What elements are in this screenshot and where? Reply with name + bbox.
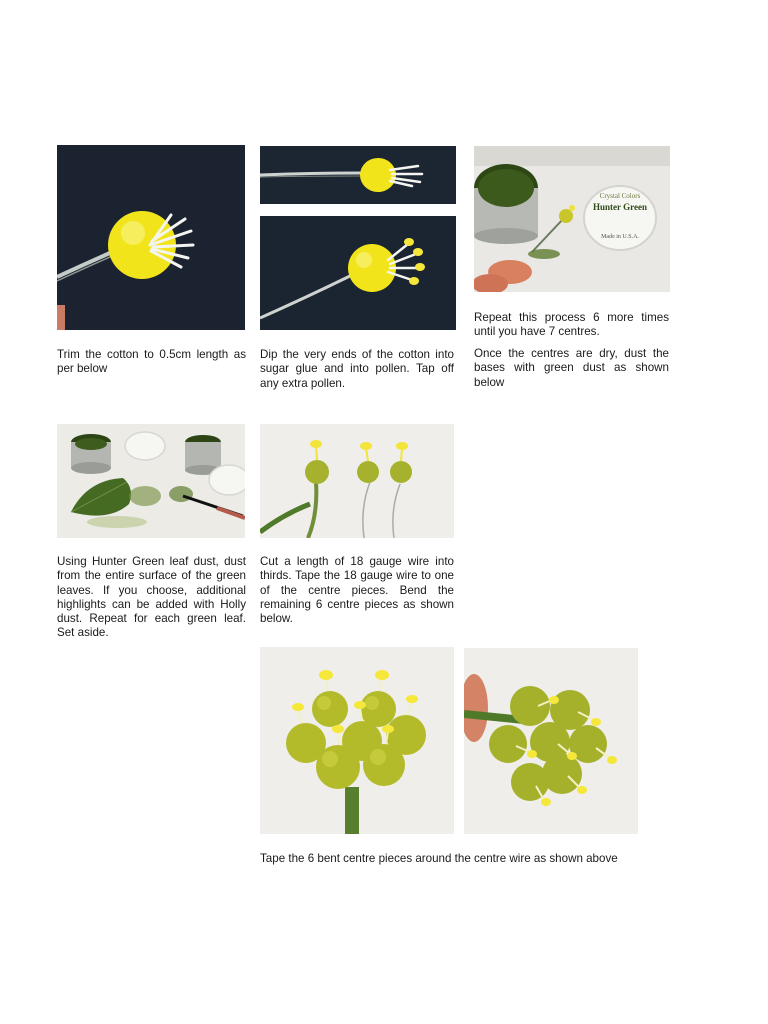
jar-origin-label: Made in U.S.A. bbox=[601, 234, 639, 240]
caption-step5: Cut a length of 18 gauge wire into thirds. Tape the 18 gauge wire to one of the centre pieces. Bend the remaining 6 centre pieces as shown below. bbox=[260, 555, 454, 626]
caption-step4: Using Hunter Green leaf dust, dust from the entire surface of the green leaves. If you choose, additional highlights can be added with Holly dust. Repeat for each green leaf. Set aside. bbox=[57, 555, 246, 640]
jar-brand-label: Crystal Colors bbox=[599, 192, 641, 200]
caption-step3b: Once the centres are dry, dust the bases with green dust as shown below bbox=[474, 347, 669, 389]
photo-trimmed-cotton bbox=[57, 145, 245, 330]
caption-step2: Dip the very ends of the cotton into sugar glue and into pollen. Tap off any extra pollen. bbox=[260, 348, 454, 390]
photo-centres-on-wire bbox=[260, 424, 454, 538]
photo-green-dust-jar bbox=[474, 146, 670, 292]
photo-pollen-tips bbox=[260, 216, 456, 330]
photo-dusting-leaves bbox=[57, 424, 245, 538]
photo-cluster-top bbox=[464, 648, 638, 834]
caption-step6: Tape the 6 bent centre pieces around the centre wire as shown above bbox=[260, 852, 618, 865]
jar-color-label: Hunter Green bbox=[593, 202, 647, 212]
caption-step3a: Repeat this process 6 more times until you have 7 centres. bbox=[474, 311, 669, 339]
photo-side-view bbox=[260, 146, 456, 204]
photo-cluster-side bbox=[260, 647, 454, 834]
caption-step1: Trim the cotton to 0.5cm length as per below bbox=[57, 348, 246, 376]
